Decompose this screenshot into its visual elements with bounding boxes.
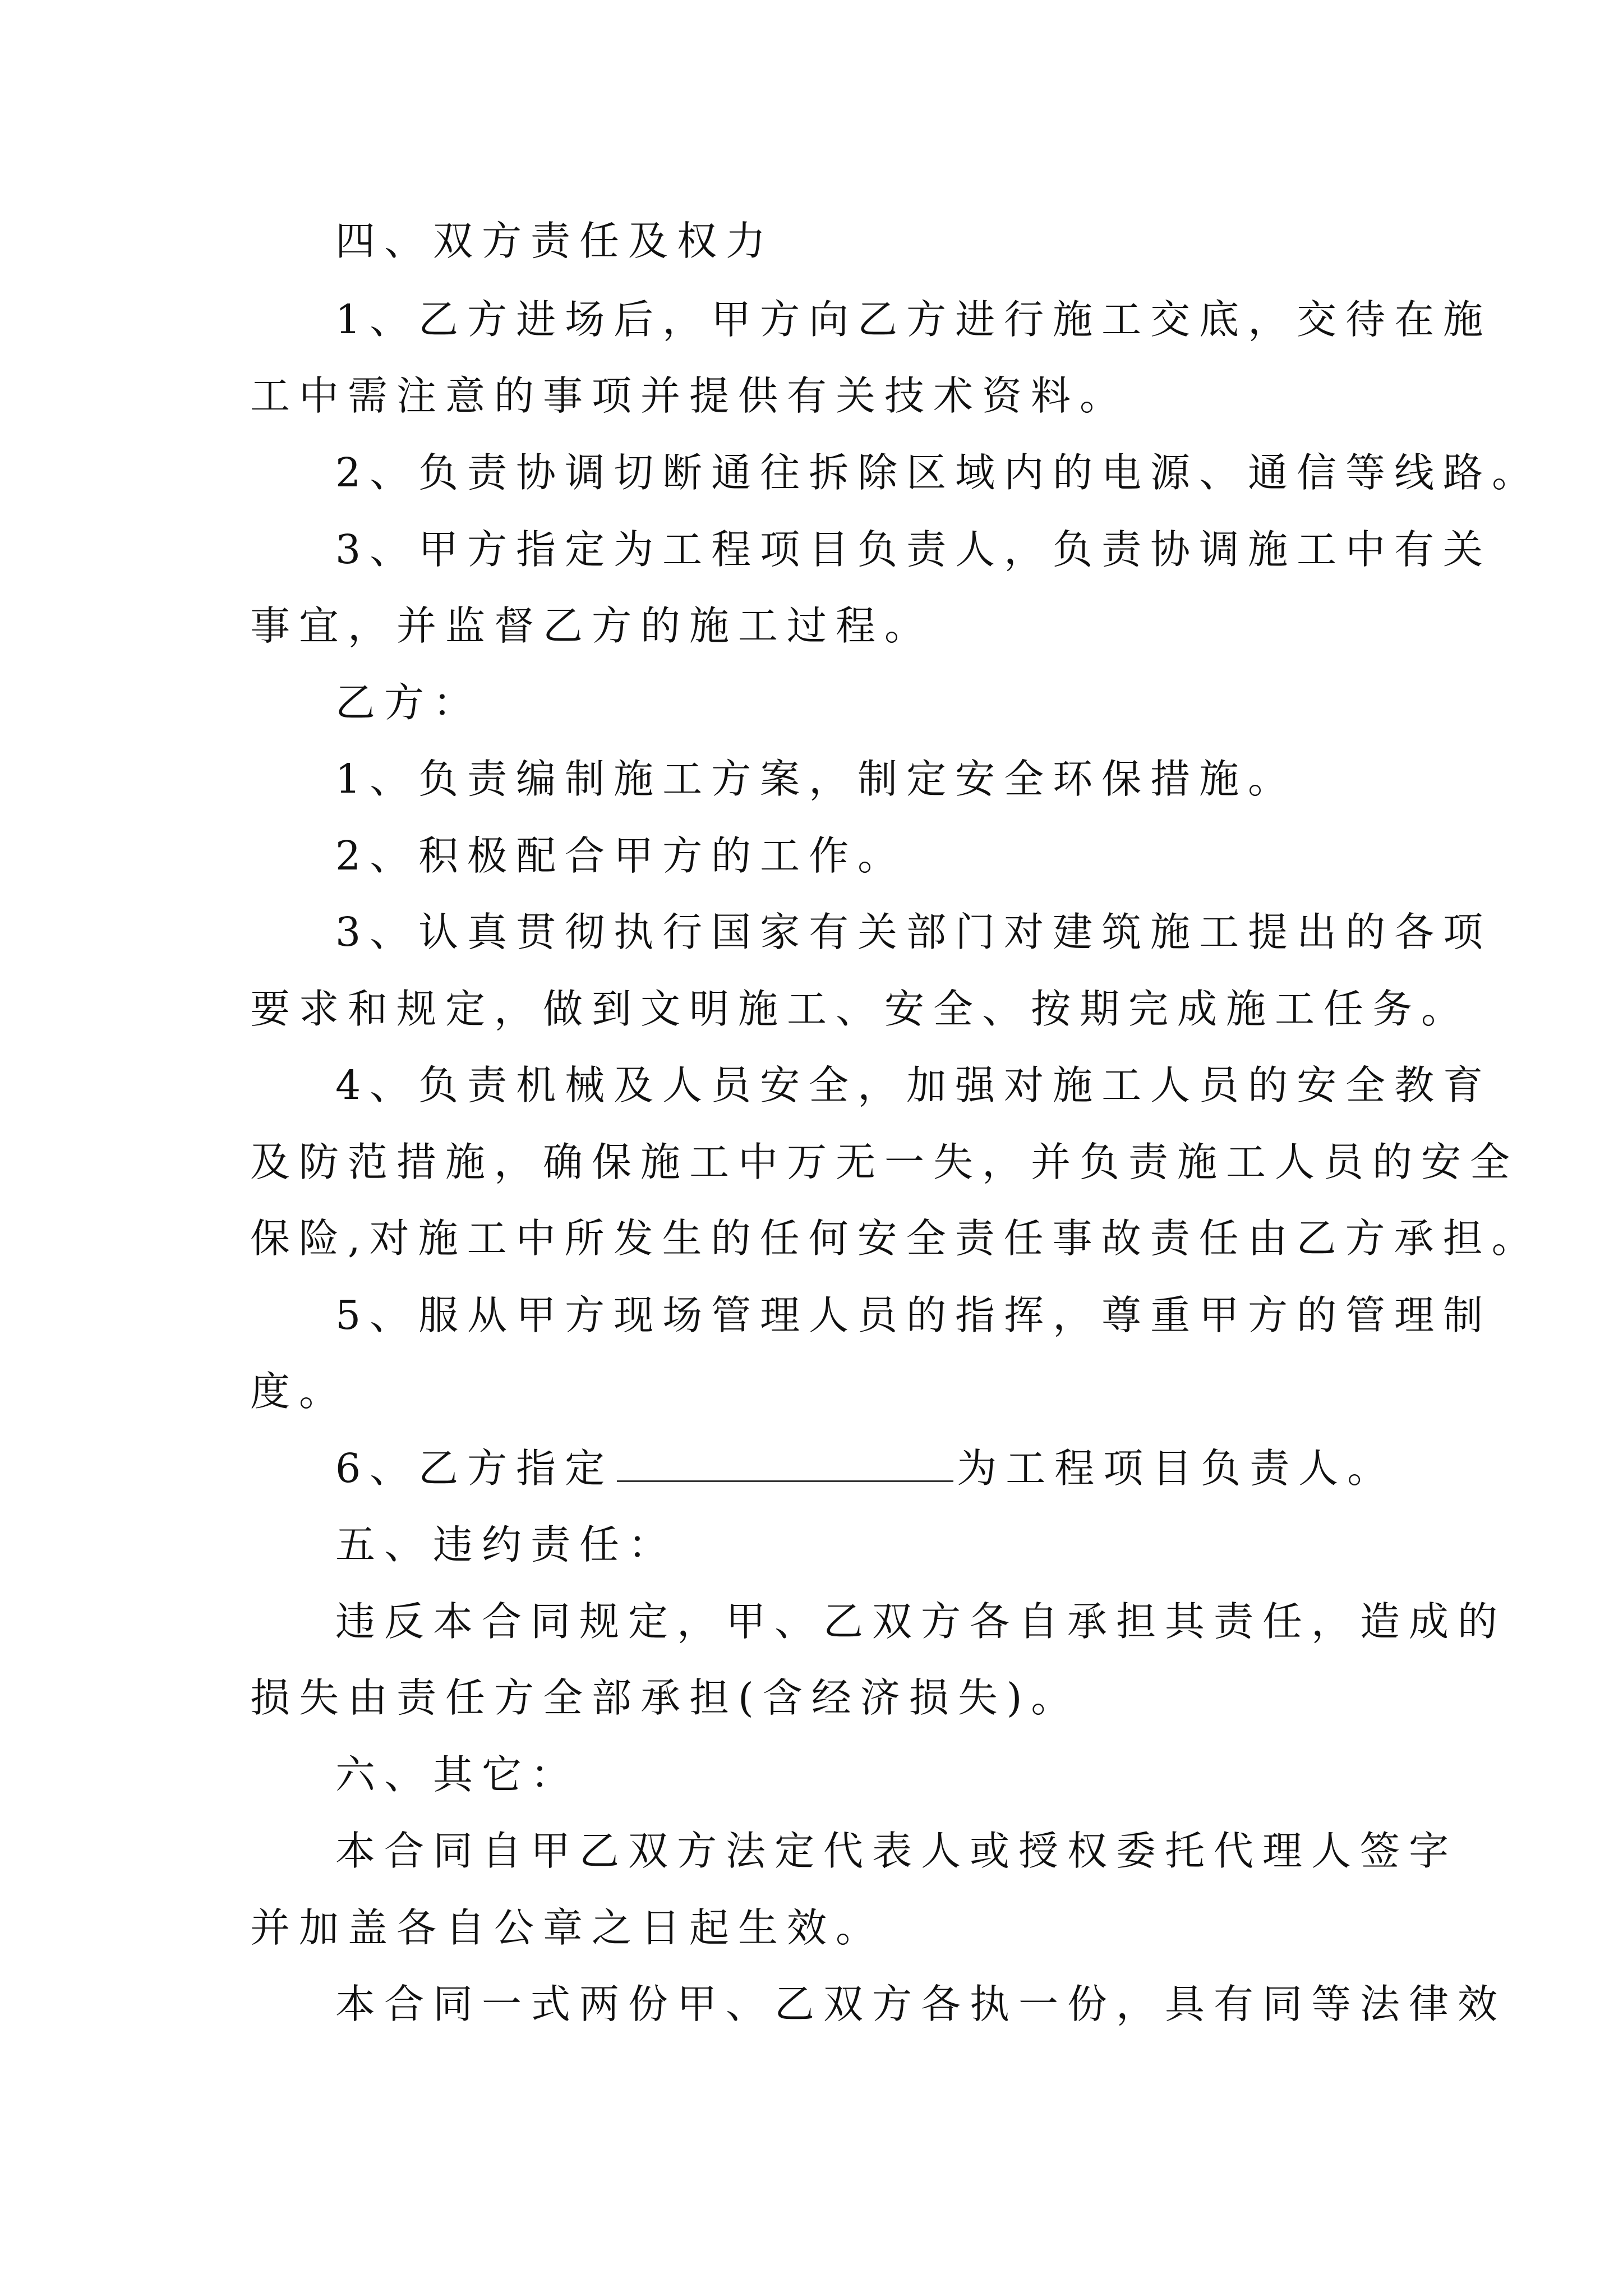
paragraph-line: 3、甲方指定为工程项目负责人，负责协调施工中有关: [335, 526, 1492, 573]
party-b-heading: 乙方：: [335, 679, 482, 726]
paragraph-line: 损失由责任方全部承担(含经济损失)。: [250, 1674, 1080, 1721]
fill-in-blank: [617, 1447, 953, 1482]
paragraph-line: 5、服从甲方现场管理人员的指挥，尊重甲方的管理制: [335, 1292, 1492, 1338]
clause-6-prefix: 6、乙方指定: [335, 1445, 614, 1492]
section-heading-responsibilities: 四、双方责任及权力: [335, 218, 775, 264]
paragraph-line: 工中需注意的事项并提供有关技术资料。: [250, 372, 1129, 419]
clause-6-line: [335, 1441, 1396, 1497]
paragraph-line: 保险,对施工中所发生的任何安全责任事故责任由乙方承担。: [250, 1215, 1541, 1262]
section-heading-other: 六、其它：: [335, 1751, 580, 1798]
clause-6-suffix: 为工程项目负责人。: [957, 1445, 1396, 1492]
paragraph-line: 违反本合同规定，甲、乙双方各自承担其责任，造成的: [335, 1598, 1507, 1645]
paragraph-line: 要求和规定，做到文明施工、安全、按期完成施工任务。: [250, 986, 1470, 1032]
paragraph-line: 3、认真贯彻执行国家有关部门对建筑施工提出的各项: [335, 909, 1492, 955]
paragraph-line: 及防范措施，确保施工中万无一失，并负责施工人员的安全: [250, 1139, 1519, 1185]
paragraph-line: 1、乙方进场后，甲方向乙方进行施工交底，交待在施: [335, 296, 1492, 343]
paragraph-line: 并加盖各自公章之日起生效。: [250, 1904, 885, 1951]
paragraph-line: 本合同一式两份甲、乙双方各执一份，具有同等法律效: [335, 1981, 1507, 2027]
section-heading-liability: 五、违约责任：: [335, 1521, 677, 1568]
paragraph-line: 度。: [250, 1368, 348, 1415]
paragraph-line: 事宜，并监督乙方的施工过程。: [250, 602, 934, 649]
paragraph-line: 2、积极配合甲方的工作。: [335, 832, 907, 879]
paragraph-line: 4、负责机械及人员安全，加强对施工人员的安全教育: [335, 1062, 1492, 1108]
paragraph-line: 2、负责协调切断通往拆除区域内的电源、通信等线路。: [335, 449, 1541, 496]
paragraph-line: 本合同自甲乙双方法定代表人或授权委托代理人签字: [335, 1828, 1458, 1874]
paragraph-line: 1、负责编制施工方案，制定安全环保措施。: [335, 756, 1297, 802]
